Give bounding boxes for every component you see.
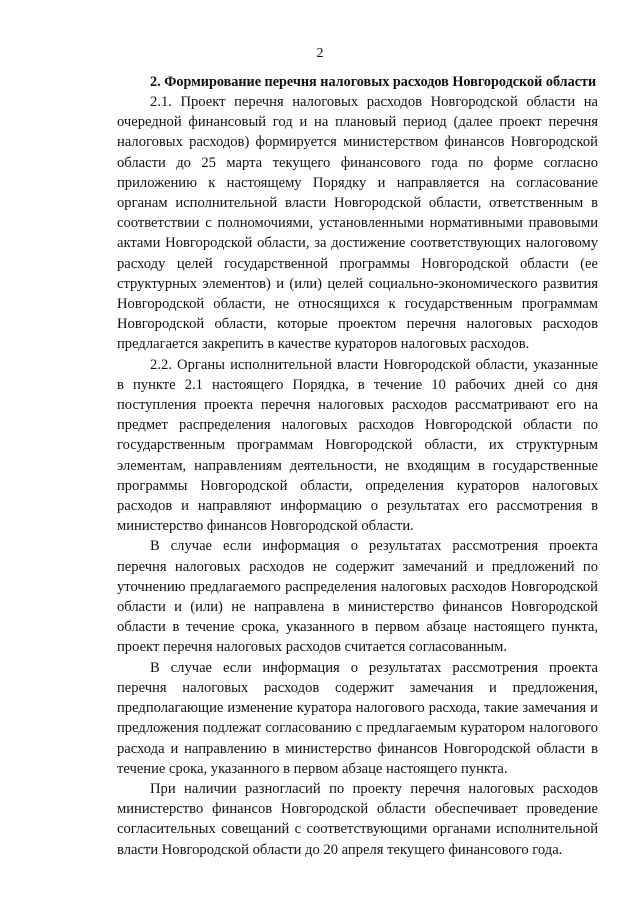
page-number: 2 xyxy=(316,46,324,61)
paragraph-2-1: 2.1. Проект перечня налоговых расходов Новгородской области на очередной финансовый год и на плановый период (далее проект перечня налоговых расходов) формируется министерством финансов Новгородской области до 25 марта текущего финансового года по форме согласно приложению к настоящему Порядку и направляется на согласование органам исполнительной власти Новгородской области, ответственным в соответствии с полномочиями, установленными нормативными правовыми актами Новгородской области, за достижение соответствующих налоговому расходу целей государственной программы Новгородской области (ее структурных элементов) и (или) целей социально-экономического развития Новгородской области, не относящихся к государственным программам Новгородской области, которые проектом перечня налоговых расходов предлагается закрепить в качестве кураторов налоговых расходов. xyxy=(117,94,598,353)
paragraph-no-remarks: В случае если информация о результатах рассмотрения проекта перечня налоговых расходов не содержит замечаний и предложений по уточнению предлагаемого распределения налоговых расходов Новгородской области и (или) не направлена в министерство финансов Новгородской области в течение срока, указанного в первом абзаце настоящего пункта, проект перечня налоговых расходов считается согласованным. xyxy=(117,538,598,656)
paragraph-2-2: 2.2. Органы исполнительной власти Новгородской области, указанные в пункте 2.1 настоящего Порядка, в течение 10 рабочих дней со дня поступления проекта перечня налоговых расходов рассматривают его на предмет распределения налоговых расходов Новгородской области по государственным программам Новгородской области, их структурным элементам, направлениям деятельности, не входящим в государственные программы Новгородской области, определения кураторов налоговых расходов и направляют информацию о результатах его рассмотрения в министерство финансов Новгородской области. xyxy=(117,356,598,535)
paragraph-curator-change: В случае если информация о результатах рассмотрения проекта перечня налоговых расходов содержит замечания и предложения, предполагающие изменение куратора налогового расхода, такие замечания и предложения подлежат согласованию с предлагаемым куратором налогового расхода и направлению в министерство финансов Новгородской области в течение срока, указанного в первом абзаце настоящего пункта. xyxy=(117,659,598,777)
section-heading: 2. Формирование перечня налоговых расходов Новгородской области xyxy=(150,74,597,90)
section-body xyxy=(117,72,598,860)
paragraph-disagreements: При наличии разногласий по проекту перечня налоговых расходов министерство финансов Новгородской области обеспечивает проведение согласительных совещаний с соответствующими органами исполнительной власти Новгородской области до 20 апреля текущего финансового года. xyxy=(117,780,598,858)
